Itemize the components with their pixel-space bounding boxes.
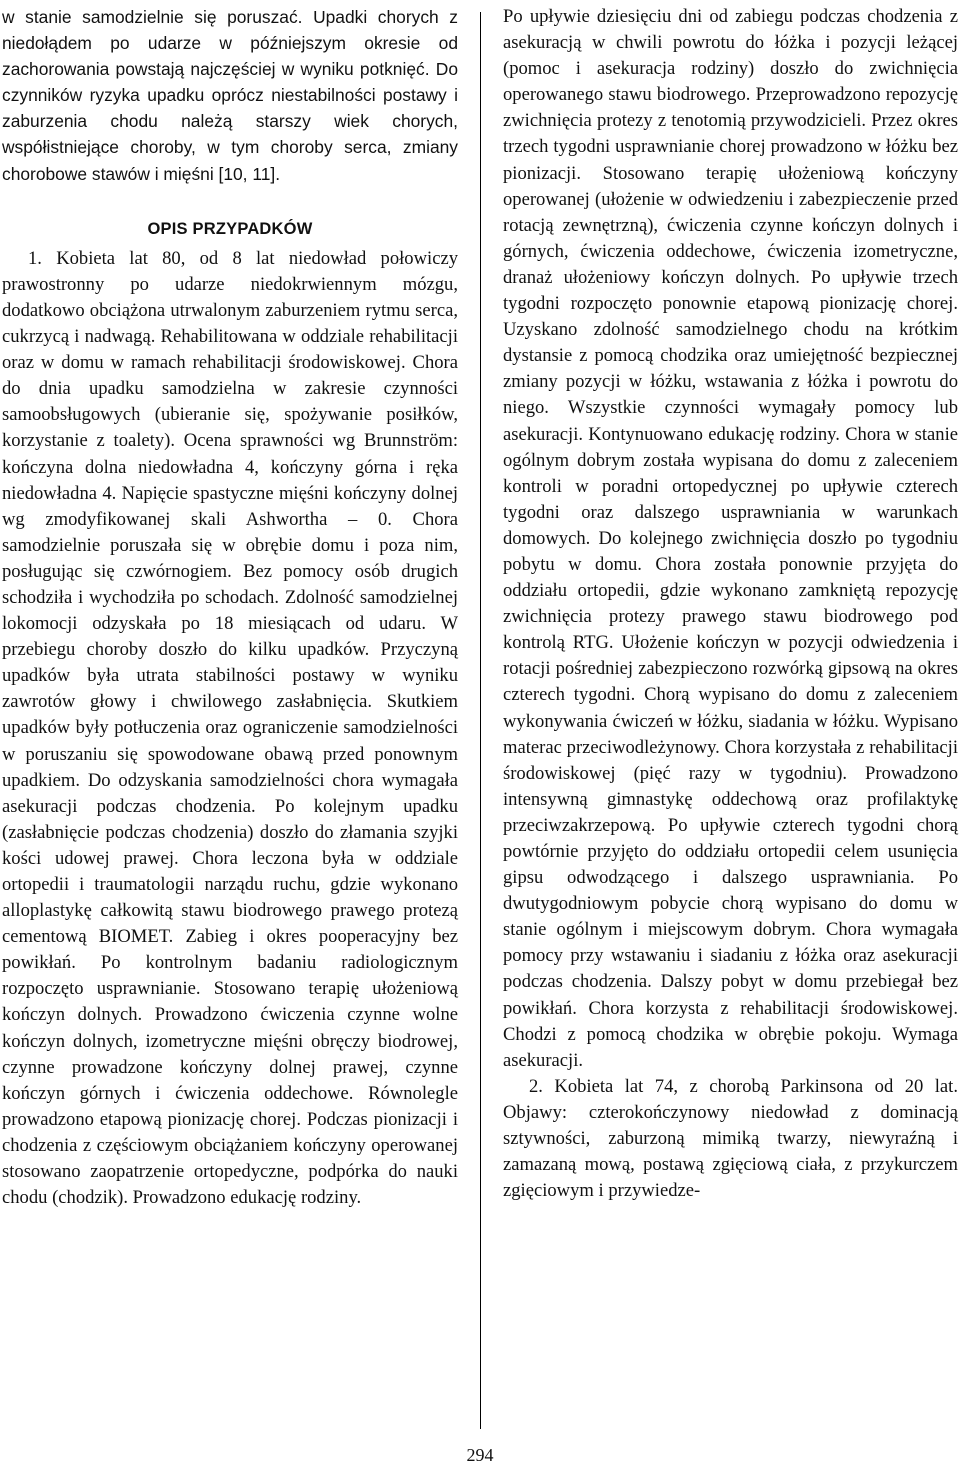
column-divider [480,12,481,1429]
section-heading: OPIS PRZYPADKÓW [147,219,313,238]
case-1-continued-paragraph: Po upływie dziesięciu dni od zabiegu podczas chodzenia z asekuracją w chwili powrotu do łóżka i pozycji leżącej (pomoc i asekuracja rodziny) doszło do zwichnięcia operowanego stawu biodrowego. Przeprowadzono repozycję zwichnięcia protezy z tenotomią przywodzicieli. Przez okres trzech tygodni usprawnianie chorej prowadzono w łóżku bez pionizacji. Stosowano terapię ułożeniową kończyny operowanej (ułożenie w odwiedzeniu i zabezpieczenie przed rotacją zewnętrzną), ćwiczenia czynne kończyn dolnych i górnych, ćwiczenia oddechowe, ćwiczenia izometryczne, dranaż ułożeniowy kończyn dolnych. Po upływie trzech tygodni rozpoczęto ponownie etapową pionizację chorej. Uzyskano zdolność samodzielnego chodu na krótkim dystansie z pomocą chodzika oraz umiejętność bezpiecznej zmiany pozycji w łóżku, wstawania z łóżka i powrotu do niego. Wszystkie czynności wymagały pomocy lub asekuracji. Kontynuowano edukację rodziny. Chora w stanie ogólnym dobrym została wypisana do domu z zaleceniem kontroli w poradni ortopedycznej po upływie czterech tygodni oraz dalszego usprawniania w warunkach domowych. Do kolejnego zwichnięcia doszło po tygodniu pobytu w domu. Chora została ponownie przyjęta do oddziału ortopedii, gdzie wykonano zamkniętą repozycję zwichnięcia protezy prawego stawu biodrowego pod kontrolą RTG. Ułożenie kończyn w pozycji odwiedzenia i rotacji pośredniej zabezpieczono rozwórką gipsową na okres czterech tygodni. Chorą wypisano do domu z zaleceniem wykonywania ćwiczeń w łóżku, siadania w łóżku. Wypisano materac przeciwodleżynowy. Chora korzystała z rehabilitacji środowiskowej (pięć razy w tygodniu). Prowadzono intensywną gimnastykę oddechową oraz profilaktykę przeciwzakrzepową. Po upływie czterech tygodni chorą powtórnie przyjęto do oddziału ortopedii celem usunięcia gipsu odwodzącego i dalszego usprawniania. Po dwutygodniowym pobycie chorą wypisano do domu w stanie ogólnym i miejscowym dobrym. Chora wymagała pomocy przy wstawaniu i siadaniu z łóżka oraz asekuracji podczas chodzenia. Dalszy pobyt w domu przebiegał bez powikłań. Chora korzysta z rehabilitacji środowiskowej. Chodzi z pomocą chodzika w obrębie pokoju. Wymaga asekuracji. [503,6,958,1071]
intro-paragraph: w stanie samodzielnie się poruszać. Upadki chorych z niedołądem po udarze w późniejszym okresie od zachorowania powstają najczęściej w wyniku potknięć. Do czynników ryzyka upadku oprócz niestabilności postawy i zaburzenia chodu należą starszy wiek chorych, współistniejące choroby, w tym choroby serca, zmiany chorobowe stawów i mięśni [10, 11]. [2,7,458,184]
case-1-paragraph: 1. Kobieta lat 80, od 8 lat niedowład połowiczy prawostronny po udarze niedokrwiennym mózgu, dodatkowo obciążona utrwalonym zaburzeniem rytmu serca, cukrzycą i nadwagą. Rehabilitowana w oddziale rehabilitacji oraz w domu w ramach rehabilitacji środowiskowej. Chora do dnia upadku samodzielna w zakresie czynności samoobsługowych (ubieranie się, spożywanie posiłków, korzystanie z toalety). Ocena sprawności wg Brunnström: kończyna dolna niedowładna 4, kończyny górna i ręka niedowładna 4. Napięcie spastyczne mięśni kończyny dolnej wg zmodyfikowanej skali Ashwortha – 0. Chora samodzielnie poruszała się w obrębie domu i poza nim, posługując się czwórnogiem. Bez pomocy osób drugich schodziła i wychodziła po schodach. Zdolność samodzielnej lokomocji odzyskała po 18 miesiącach od udaru. W przebiegu choroby doszło do kilku upadków. Przyczyną upadków była utrata stabilności postawy w wyniku zawrotów głowy i chwilowego zasłabnięcia. Skutkiem upadków były potłuczenia oraz ograniczenie samodzielności w poruszaniu się spowodowane obawą przed ponownym upadkiem. Do odzyskania samodzielności chora wymagała asekuracji podczas chodzenia. Po kolejnym upadku (zasłabnięcie podczas chodzenia) doszło do złamania szyjki kości udowej prawej. Chora leczona była w oddziale ortopedii i traumatologii narządu ruchu, gdzie wykonano alloplastykę całkowitą stawu biodrowego prawego protezą cementową BIOMET. Zabieg i okres pooperacyjny bez powikłań. Po kontrolnym badaniu radiologicznym rozpoczęto usprawnianie. Stosowano terapię ułożeniową kończyn dolnych. Prowadzono ćwiczenia czynne wolne kończyn dolnych, izometryczne mięśni obręczy biodrowej, czynne prowadzone kończyny dolnej prawej, czynne kończyn górnych i ćwiczenia oddechowe. Równolegle prowadzono etapową pionizację chorej. Podczas pionizacji i chodzenia z częściowym obciążaniem kończyny operowanej stosowano zaopatrzenie ortopedyczne, podpórka do nauki chodu (chodzik). Prowadzono edukację rodziny. [2,247,458,1209]
page-number: 294 [466,1445,494,1465]
case-2-paragraph: 2. Kobieta lat 74, z chorobą Parkinsona od 20 lat. Objawy: czterokończynowy niedowład z dominacją sztywności, zaburzoną mimiką twarzy, niewyraźną i zamazaną mową, postawą zgięciową ciała, z przykurczem zgięciowym i przywiedze- [503,1075,958,1202]
left-column [2,4,458,1211]
right-column [503,4,958,1204]
